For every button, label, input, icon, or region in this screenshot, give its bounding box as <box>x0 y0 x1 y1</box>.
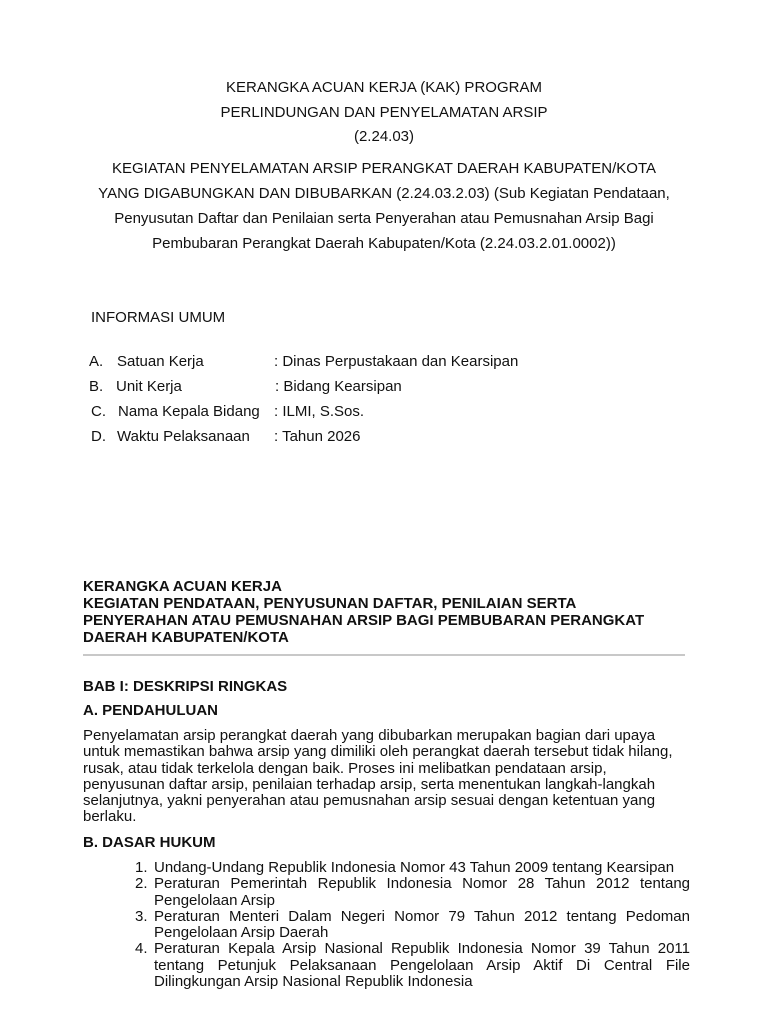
info-value: : ILMI, S.Sos. <box>274 403 365 420</box>
info-label: Satuan Kerja <box>117 353 204 370</box>
info-label: Unit Kerja <box>116 378 182 395</box>
info-value: : Dinas Perpustakaan dan Kearsipan <box>274 353 519 370</box>
section-b-heading: B. DASAR HUKUM <box>83 834 216 851</box>
list-number: 2. <box>135 875 148 893</box>
info-heading: INFORMASI UMUM <box>91 309 226 326</box>
title-line-3: (2.24.03) <box>353 128 415 145</box>
info-value: : Tahun 2026 <box>274 428 361 445</box>
list-item <box>135 860 690 876</box>
legal-basis-list <box>135 860 690 990</box>
kak-heading <box>83 578 683 646</box>
pendahuluan-paragraph: Penyelamatan arsip perangkat daerah yang dibubarkan merupakan bagian dari upaya untuk memastikan bahwa arsip yang dimiliki oleh perangkat daerah tersebut tidak hilang, rusak, atau tidak terkelola dengan baik. Proses ini melibatkan pendataan arsip, penyusunan daftar arsip, penilaian terhadap arsip, serta menentukan langkah-langkah selanjutnya, yakni penyerahan atau pemusnahan arsip sesuai dengan ketentuan yang berlaku. <box>83 727 673 826</box>
list-number: 1. <box>135 859 148 876</box>
section-a-heading: A. PENDAHULUAN <box>83 702 218 719</box>
activity-subtitle <box>0 156 768 256</box>
subtitle-line-4: Pembubaran Perangkat Daerah Kabupaten/Kota (2.24.03.2.01.0002)) <box>152 235 616 252</box>
info-label: Nama Kepala Bidang <box>118 403 260 420</box>
subtitle-line-3: Penyusutan Daftar dan Penilaian serta Penyerahan atau Pemusnahan Arsip Bagi <box>114 210 654 227</box>
info-label: Waktu Pelaksanaan <box>117 428 250 445</box>
list-number: 4. <box>135 940 148 958</box>
info-letter: A. <box>89 353 104 370</box>
list-item <box>135 909 690 942</box>
list-text: Peraturan Pemerintah Republik Indonesia Nomor 28 Tahun 2012 tentang Pengelolaan Arsip <box>154 875 690 909</box>
list-item <box>135 876 690 909</box>
section-divider <box>83 654 685 656</box>
bab-heading: BAB I: DESKRIPSI RINGKAS <box>83 678 288 695</box>
info-letter: C. <box>91 403 106 420</box>
list-text: Peraturan Menteri Dalam Negeri Nomor 79 Tahun 2012 tentang Pedoman Pengelolaan Arsip Daerah <box>154 907 690 942</box>
list-text: Undang-Undang Republik Indonesia Nomor 43 Tahun 2009 tentang Kearsipan <box>154 859 675 876</box>
subtitle-line-1: KEGIATAN PENYELAMATAN ARSIP PERANGKAT DAERAH KABUPATEN/KOTA <box>111 160 657 177</box>
program-title <box>0 76 768 150</box>
list-number: 3. <box>135 907 148 925</box>
kak-line-2: KEGIATAN PENDATAAN, PENYUSUNAN DAFTAR, PENILAIAN SERTA <box>83 595 577 612</box>
kak-line-3: PENYERAHAN ATAU PEMUSNAHAN ARSIP BAGI PEMBUBARAN PERANGKAT <box>83 612 645 629</box>
info-letter: D. <box>91 428 106 445</box>
title-line-2: PERLINDUNGAN DAN PENYELAMATAN ARSIP <box>220 103 548 121</box>
title-line-1: KERANGKA ACUAN KERJA (KAK) PROGRAM <box>226 79 542 96</box>
info-letter: B. <box>89 378 104 395</box>
subtitle-line-2: YANG DIGABUNGKAN DAN DIBUBARKAN (2.24.03.2.03) (Sub Kegiatan Pendataan, <box>98 185 670 202</box>
list-item <box>135 941 690 990</box>
info-value: : Bidang Kearsipan <box>275 378 402 395</box>
kak-line-1: KERANGKA ACUAN KERJA <box>83 578 282 595</box>
kak-line-4: DAERAH KABUPATEN/KOTA <box>83 629 289 646</box>
list-text: Peraturan Kepala Arsip Nasional Republik Indonesia Nomor 39 Tahun 2011 tentang Petunjuk Pelaksanaan Pengelolaan Arsip Aktif Di Central File Dilingkungan Arsip Nasional Republik Indonesia <box>154 940 690 991</box>
